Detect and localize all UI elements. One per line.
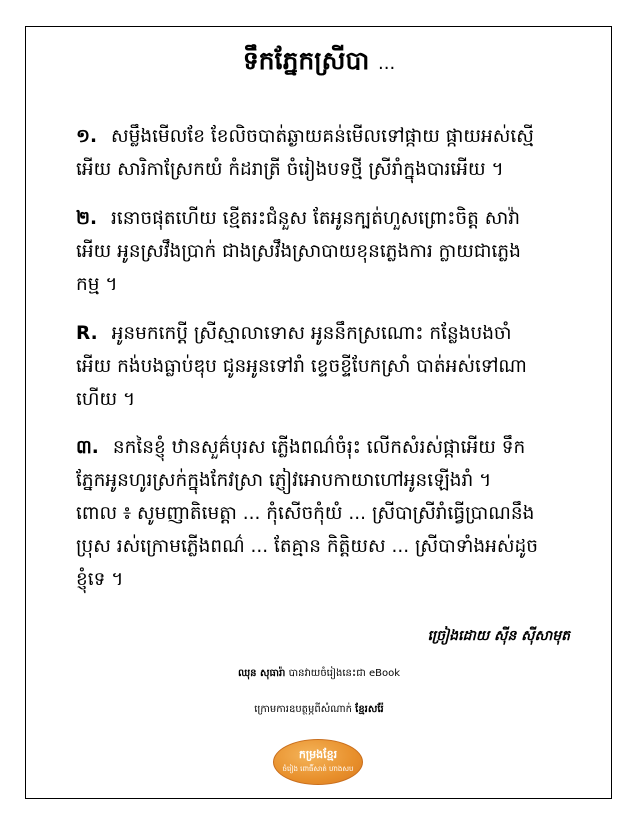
logo-subtitle: ចំរៀង ពោធិ៍សាត់ ហាងសប — [282, 765, 354, 773]
verse-3 — [76, 431, 566, 596]
verse-line — [76, 317, 566, 350]
logo-title: កម្រងខ្មែរ — [298, 748, 338, 761]
verse-line — [76, 120, 566, 153]
verse-text: សម្លឹងមើលខែ ខែលិចបាត់ឆ្ងាយគន់មើលទៅផ្កាយ ផ្កាយអស់ស្មើ — [111, 126, 534, 147]
credit-text: បានវាយចំរៀងនេះជា eBook — [288, 668, 401, 679]
support-text: ក្រោមការឧបត្ថម្ភពីសំណាក់ — [254, 704, 352, 715]
verse-line — [76, 202, 566, 235]
verse-line: កម្ម ។ — [76, 274, 118, 295]
verse-line: ប្រុស រស់ក្រោមភ្លើងពណ៌ ... តែគ្មាន កិត្តិយស ... ស្រីបាទាំងអស់ដូច — [76, 536, 538, 557]
verse-text: អូនមកកេប្តី ស្រីស្មាលាទោស អូននឹកស្រណោះ កន្លែងបងចាំ — [111, 323, 512, 344]
credit-name: ឈុន សុធារ៉ា — [237, 668, 286, 679]
support-name: ខ្មែរសរ៉ែ — [355, 704, 384, 715]
verse-1 — [76, 120, 566, 186]
verse-line: ពោល ៖ សូមញាតិមេត្តា ... កុំសើចកុំយំ ... ស្រីបាស្រីរាំធ្វើប្រាណនឹង — [76, 503, 535, 524]
verse-number: ៣. — [76, 437, 99, 458]
verse-text: រនោចផុតហើយ ខ្មើតរះជំនួស តែអូនក្បត់ហួសព្រោះចិត្ត សាវ៉ា — [111, 208, 520, 229]
song-title-text: ទឹកភ្នែកស្រីបា — [242, 46, 370, 75]
verse-number: ២. — [76, 208, 98, 229]
verse-line — [76, 431, 566, 464]
verse-number: R. — [76, 323, 98, 344]
verse-line: ហើយ ។ — [76, 389, 136, 410]
publisher-logo — [273, 739, 363, 785]
verse-line: អើយ សារិកាស្រែកយំ កំដរាត្រី ចំរៀងបទថ្មី ស្រីរាំក្នុងបារអើយ ។ — [76, 159, 504, 180]
support-credit — [0, 702, 638, 717]
verse-line: ខ្ញុំទេ ។ — [76, 569, 124, 590]
verse-line: អើយ កង់បងធ្លាប់ឌុប ជូនអូនទៅរាំ ខ្ទេចខ្ទីបែកស្រាំ បាត់អស់ទៅណា — [76, 356, 527, 377]
verse-text: នកនៃខ្ញុំ ឋានសួគ៌បុរស ភ្លើងពណ៌ចំរុះ លើកសំរស់ផ្កាអើយ ទឹក — [112, 437, 526, 458]
verse-line: ភ្នែកអូនហូរស្រក់ក្នុងកែវស្រា ភ្ញៀវអោបកាយាហៅអូនឡើងរាំ ។ — [76, 470, 492, 491]
verse-2 — [76, 202, 566, 301]
refrain — [76, 317, 566, 416]
song-title-ellipsis: ... — [378, 53, 396, 74]
verse-line: អើយ អូនស្រវឹងប្រាក់ ជាងស្រវឹងស្រាបាយខុនភ្លេងការ ក្លាយជាភ្លេង — [76, 241, 521, 262]
singer-signature: ច្រៀងដោយ ស៊ីន ស៊ីសាមុត — [427, 628, 570, 644]
song-title — [0, 46, 638, 82]
verse-number: ១. — [76, 126, 98, 147]
ebook-credit — [0, 666, 638, 681]
